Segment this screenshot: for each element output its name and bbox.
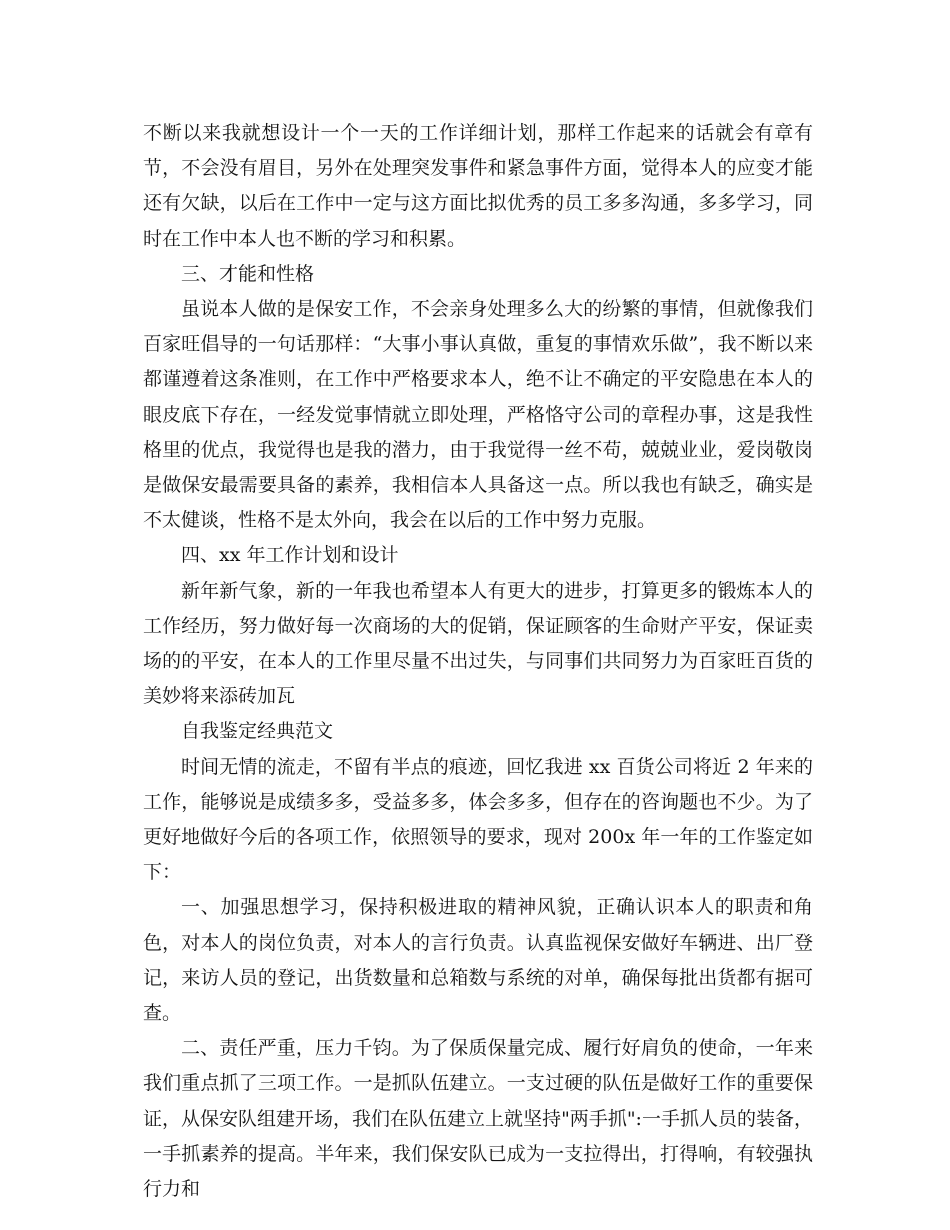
paragraph-point-one: 一、加强思想学习，保持积极进取的精神风貌，正确认识本人的职责和角色，对本人的岗位负责，对本人的言行负责。认真监视保安做好车辆进、出厂登记，来访人员的登记，出货数量和总箱数与系统的对单，确保每批出货都有据可查。 bbox=[143, 896, 813, 1025]
paragraph-personality: 虽说本人做的是保安工作，不会亲身处理多么大的纷繁的事情，但就像我们百家旺倡导的一句话那样：“大事小事认真做，重复的事情欢乐做”，我不断以来都谨遵着这条准则，在工作中严格要求本人，绝不让不确定的平安隐患在本人的眼皮底下存在，一经发觉事情就立即处理，严格恪守公司的章程办事，这是我性格里的优点，我觉得也是我的潜力，由于我觉得一丝不苟，兢兢业业，爱岗敬岗是做保安最需要具备的素养，我相信本人具备这一点。所以我也有缺乏，确实是不太健谈，性格不是太外向，我会在以后的工作中努力克服。 bbox=[143, 298, 813, 532]
section-heading-work-plan: 四、xx 年工作计划和设计 bbox=[181, 544, 399, 567]
paragraph-continuation: 不断以来我就想设计一个一天的工作详细计划，那样工作起来的话就会有章有节，不会没有眉目，另外在处理突发事件和紧急事件方面，觉得本人的应变才能还有欠缺，以后在工作中一定与这方面比拟优秀的员工多多沟通，多多学习，同时在工作中本人也不断的学习和积累。 bbox=[143, 122, 813, 250]
section-heading-talent-personality: 三、才能和性格 bbox=[181, 262, 315, 285]
paragraph-new-year: 新年新气象，新的一年我也希望本人有更大的进步，打算更多的锻炼本人的工作经历，努力做好每一次商场的大的促销，保证顾客的生命财产平安，保证卖场的的平安，在本人的工作里尽量不出过失，与同事们共同努力为百家旺百货的美妙将来添砖加瓦 bbox=[143, 579, 813, 708]
paragraph-time: 时间无情的流走，不留有半点的痕迹，回忆我进 xx 百货公司将近 2 年来的工作，能够说是成绩多多，受益多多，体会多多，但存在的咨询题也不少。为了更好地做好今后的各项工作，依照领导的要求，现对 200x 年一年的工作鉴定如下： bbox=[143, 755, 813, 884]
section-heading-self-assessment: 自我鉴定经典范文 bbox=[181, 720, 334, 743]
paragraph-point-two: 二、责任严重，压力千钧。为了保质保量完成、履行好肩负的使命，一年来我们重点抓了三项工作。一是抓队伍建立。一支过硬的队伍是做好工作的重要保证，从保安队组建开场，我们在队伍建立上就坚持"两手抓":一手抓人员的装备，一手抓素养的提高。半年来，我们保安队已成为一支拉得出，打得响，有较强执行力和 bbox=[143, 1037, 813, 1201]
document-body bbox=[143, 116, 813, 1207]
